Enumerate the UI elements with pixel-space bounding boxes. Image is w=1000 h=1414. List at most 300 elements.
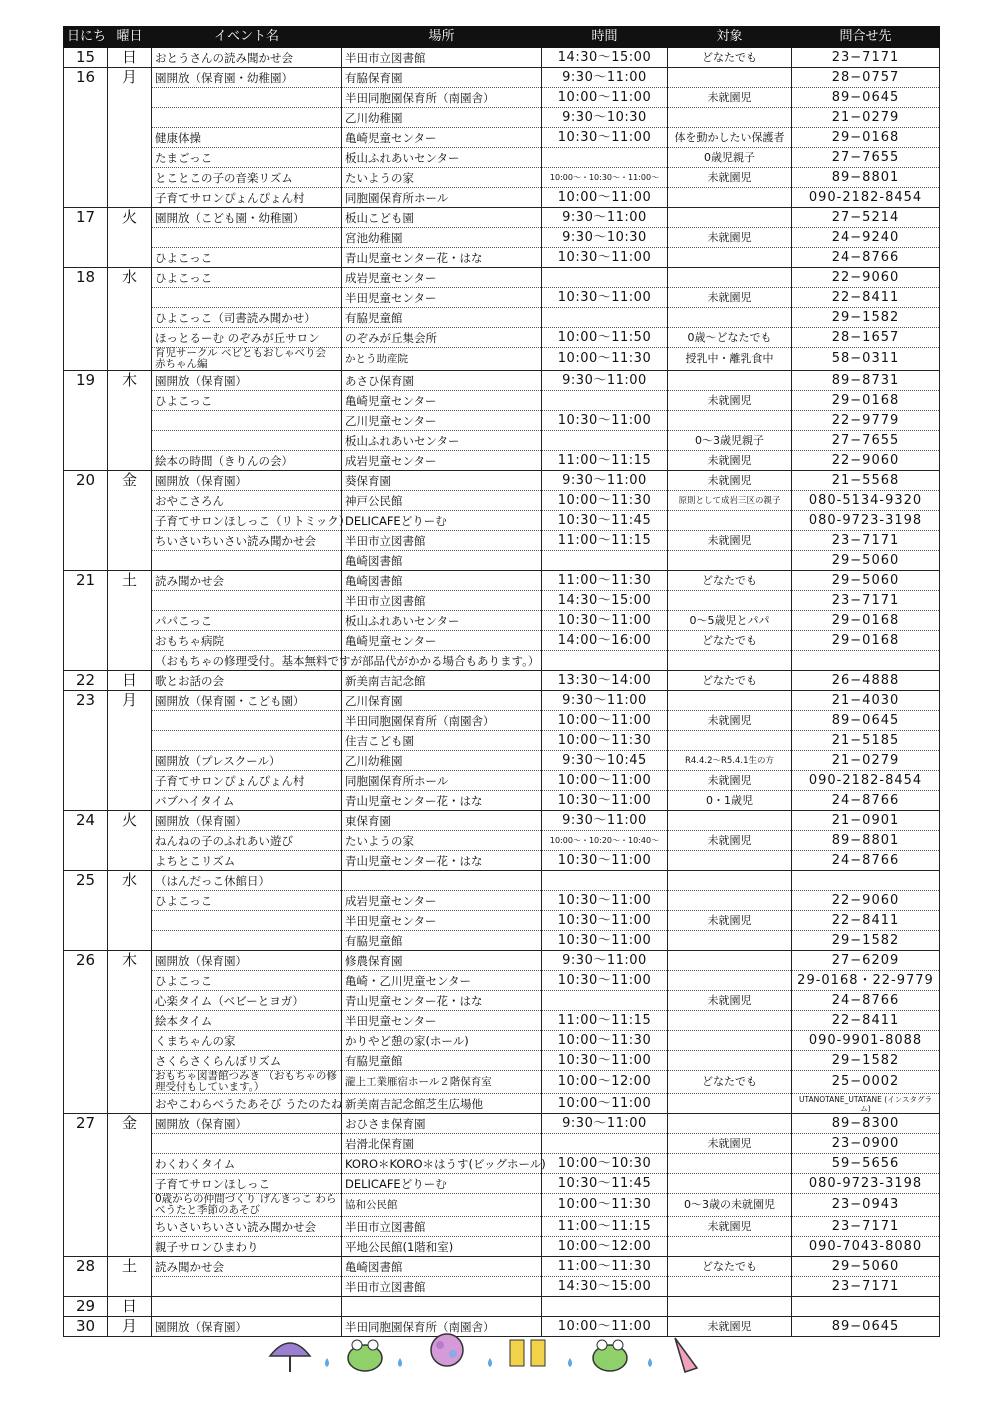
- place-cell: 乙川保育園: [342, 691, 542, 711]
- table-row: [64, 411, 940, 431]
- place-cell: 平地公民館(1階和室): [342, 1237, 542, 1257]
- place-cell: 新美南吉記念館: [342, 671, 542, 691]
- contact-cell: 23−7171: [792, 48, 940, 68]
- contact-cell: 23−0943: [792, 1194, 940, 1217]
- time-cell: 9:30〜11:00: [542, 811, 668, 831]
- target-cell: [668, 248, 792, 268]
- time-cell: 11:00〜11:15: [542, 1011, 668, 1031]
- place-cell: 葵保育園: [342, 471, 542, 491]
- place-cell: 半田市立図書館: [342, 531, 542, 551]
- place-cell: 亀崎・乙川児童センター: [342, 971, 542, 991]
- time-cell: 10:30〜11:00: [542, 288, 668, 308]
- table-row: [64, 1134, 940, 1154]
- place-cell: 協和公民館: [342, 1194, 542, 1217]
- table-header-row: [64, 27, 940, 48]
- contact-cell: 23−0900: [792, 1134, 940, 1154]
- table-row: [64, 531, 940, 551]
- contact-cell: 080-5134-9320: [792, 491, 940, 511]
- day-cell: 24: [64, 811, 108, 871]
- place-cell: 亀崎図書館: [342, 1257, 542, 1277]
- contact-cell: 28−1657: [792, 328, 940, 348]
- target-cell: 未就園児: [668, 771, 792, 791]
- event-name-cell: 園開放（保育園）: [152, 371, 342, 391]
- day-cell: 29: [64, 1297, 108, 1317]
- contact-cell: 23−7171: [792, 1277, 940, 1297]
- event-name-cell: 絵本タイム: [152, 1011, 342, 1031]
- event-name-cell: パパこっこ: [152, 611, 342, 631]
- weekday-cell: 日: [108, 48, 152, 68]
- place-cell: 瀧上工業雁宿ホール２階保育室: [342, 1071, 542, 1094]
- table-row: [64, 1217, 940, 1237]
- contact-cell: 89−8801: [792, 168, 940, 188]
- target-cell: 未就園児: [668, 1317, 792, 1337]
- time-cell: 10:30〜11:00: [542, 851, 668, 871]
- target-cell: 体を動かしたい保護者: [668, 128, 792, 148]
- raindrop-icon: [398, 1358, 402, 1367]
- target-cell: 未就園児: [668, 831, 792, 851]
- event-name-cell: ちいさいちいさい読み聞かせ会: [152, 531, 342, 551]
- target-cell: 未就園児: [668, 1217, 792, 1237]
- contact-cell: 21−5568: [792, 471, 940, 491]
- time-cell: 14:00〜16:00: [542, 631, 668, 651]
- contact-cell: 25−0002: [792, 1071, 940, 1094]
- target-cell: [668, 1174, 792, 1194]
- event-name-cell: たまごっこ: [152, 148, 342, 168]
- place-cell: 青山児童センター花・はな: [342, 248, 542, 268]
- event-name-cell: おとうさんの読み聞かせ会: [152, 48, 342, 68]
- target-cell: [668, 691, 792, 711]
- table-row: [64, 108, 940, 128]
- place-cell: 半田同胞園保育所（南園舎）: [342, 88, 542, 108]
- event-name-cell: 読み聞かせ会: [152, 571, 342, 591]
- place-cell: DELICAFEどりーむ: [342, 511, 542, 531]
- contact-cell: 29−0168: [792, 631, 940, 651]
- event-name-cell: （はんだっこ休館日）: [152, 871, 342, 891]
- contact-cell: 29−0168: [792, 391, 940, 411]
- day-cell: 21: [64, 571, 108, 671]
- table-row: [64, 771, 940, 791]
- target-cell: 授乳中・離乳食中: [668, 348, 792, 371]
- time-cell: 10:00〜・10:20〜・10:40〜: [542, 831, 668, 851]
- event-name-cell: 歌とお話の会: [152, 671, 342, 691]
- event-name-cell: 親子サロンひまわり: [152, 1237, 342, 1257]
- target-cell: [668, 371, 792, 391]
- event-name-cell: 健康体操: [152, 128, 342, 148]
- target-cell: [668, 1277, 792, 1297]
- table-row: [64, 68, 940, 88]
- target-cell: 0歳児親子: [668, 148, 792, 168]
- contact-cell: 29−0168: [792, 128, 940, 148]
- place-cell: 青山児童センター花・はな: [342, 991, 542, 1011]
- place-cell: 同胞園保育所ホール: [342, 188, 542, 208]
- weekday-cell: 金: [108, 471, 152, 571]
- place-cell: DELICAFEどりーむ: [342, 1174, 542, 1194]
- event-name-cell: おもちゃ病院: [152, 631, 342, 651]
- contact-cell: 090-9901-8088: [792, 1031, 940, 1051]
- event-name-cell: [152, 411, 342, 431]
- contact-cell: 080-9723-3198: [792, 511, 940, 531]
- place-cell: 有脇児童館: [342, 1051, 542, 1071]
- table-row: [64, 88, 940, 108]
- event-name-cell: [152, 1134, 342, 1154]
- table-row: [64, 1154, 940, 1174]
- header-contact: 問合せ先: [792, 27, 940, 48]
- contact-cell: 21−5185: [792, 731, 940, 751]
- event-name-cell: [152, 431, 342, 451]
- place-cell: 板山ふれあいセンター: [342, 611, 542, 631]
- contact-cell: 22−9060: [792, 268, 940, 288]
- time-cell: 11:00〜11:15: [542, 451, 668, 471]
- place-cell: 半田市立図書館: [342, 1277, 542, 1297]
- event-name-cell: [152, 591, 342, 611]
- table-row: [64, 831, 940, 851]
- place-cell: 半田同胞園保育所（南園舎）: [342, 711, 542, 731]
- place-cell: 板山こども園: [342, 208, 542, 228]
- contact-cell: 21−0279: [792, 751, 940, 771]
- time-cell: 10:30〜11:00: [542, 891, 668, 911]
- event-name-cell: [152, 1277, 342, 1297]
- contact-cell: 27−6209: [792, 951, 940, 971]
- target-cell: 未就園児: [668, 168, 792, 188]
- time-cell: 14:30〜15:00: [542, 1277, 668, 1297]
- table-row: [64, 1094, 940, 1114]
- time-cell: 10:00〜11:00: [542, 188, 668, 208]
- table-row: [64, 671, 940, 691]
- contact-cell: [792, 871, 940, 891]
- event-name-cell: 園開放（保育園・幼稚園）: [152, 68, 342, 88]
- header-place: 場所: [342, 27, 542, 48]
- event-name-cell: ほっとるーむ のぞみが丘サロン: [152, 328, 342, 348]
- target-cell: [668, 68, 792, 88]
- time-cell: 9:30〜10:30: [542, 108, 668, 128]
- contact-cell: 080-9723-3198: [792, 1174, 940, 1194]
- target-cell: 未就園児: [668, 391, 792, 411]
- event-name-cell: 子育てサロンぴょんぴょん村: [152, 188, 342, 208]
- time-cell: 9:30〜11:00: [542, 68, 668, 88]
- event-name-cell: [152, 228, 342, 248]
- time-cell: 9:30〜11:00: [542, 691, 668, 711]
- header-event: イベント名: [152, 27, 342, 48]
- contact-cell: UTANOTANE_UTATANE (インスタグラム): [792, 1094, 940, 1114]
- event-name-cell: よちとこリズム: [152, 851, 342, 871]
- event-name-cell: [152, 711, 342, 731]
- event-name-cell: [152, 288, 342, 308]
- table-row: [64, 1194, 940, 1217]
- place-cell: 半田市立図書館: [342, 48, 542, 68]
- weekday-cell: 火: [108, 811, 152, 871]
- target-cell: [668, 651, 792, 671]
- time-cell: 10:30〜11:00: [542, 931, 668, 951]
- frog-icon: [348, 1340, 382, 1371]
- target-cell: 未就園児: [668, 451, 792, 471]
- place-cell: 板山ふれあいセンター: [342, 431, 542, 451]
- contact-cell: 22−9060: [792, 451, 940, 471]
- weekday-cell: 木: [108, 951, 152, 1114]
- time-cell: 10:30〜11:00: [542, 971, 668, 991]
- place-cell: 同胞園保育所ホール: [342, 771, 542, 791]
- place-cell: かとう助産院: [342, 348, 542, 371]
- time-cell: 9:30〜11:00: [542, 1114, 668, 1134]
- rain-boots-icon: [510, 1340, 545, 1366]
- place-cell: 亀崎児童センター: [342, 391, 542, 411]
- contact-cell: 89−0645: [792, 1317, 940, 1337]
- table-row: [64, 1071, 940, 1094]
- event-name-cell: ひよこっこ（司書読み聞かせ）: [152, 308, 342, 328]
- contact-cell: 24−8766: [792, 248, 940, 268]
- target-cell: [668, 1051, 792, 1071]
- time-cell: 9:30〜11:00: [542, 371, 668, 391]
- place-cell: かりやど憩の家(ホール): [342, 1031, 542, 1051]
- time-cell: 9:30〜11:00: [542, 471, 668, 491]
- table-row: [64, 208, 940, 228]
- time-cell: [542, 148, 668, 168]
- table-row: [64, 371, 940, 391]
- time-cell: [542, 551, 668, 571]
- time-cell: 10:00〜11:00: [542, 1317, 668, 1337]
- table-row: [64, 731, 940, 751]
- event-name-cell: ひよこっこ: [152, 391, 342, 411]
- table-row: [64, 248, 940, 268]
- target-cell: 未就園児: [668, 991, 792, 1011]
- contact-cell: 24−8766: [792, 991, 940, 1011]
- target-cell: [668, 1031, 792, 1051]
- table-row: [64, 491, 940, 511]
- time-cell: 10:00〜11:30: [542, 491, 668, 511]
- time-cell: [542, 1134, 668, 1154]
- time-cell: 14:30〜15:00: [542, 591, 668, 611]
- time-cell: 9:30〜11:00: [542, 951, 668, 971]
- table-row: [64, 268, 940, 288]
- table-row: [64, 1257, 940, 1277]
- table-row: [64, 1051, 940, 1071]
- contact-cell: 26−4888: [792, 671, 940, 691]
- event-name-cell: 絵本の時間（きりんの会）: [152, 451, 342, 471]
- contact-cell: 23−7171: [792, 1217, 940, 1237]
- umbrella-icon: [675, 1338, 697, 1372]
- weekday-cell: 月: [108, 691, 152, 811]
- table-row: [64, 911, 940, 931]
- time-cell: 10:00〜11:00: [542, 1094, 668, 1114]
- table-row: [64, 571, 940, 591]
- target-cell: 未就園児: [668, 1134, 792, 1154]
- rainy-season-decoration: [265, 1328, 705, 1378]
- weekday-cell: 日: [108, 671, 152, 691]
- place-cell: 青山児童センター花・はな: [342, 851, 542, 871]
- event-name-cell: 子育てサロンほしっこ: [152, 1174, 342, 1194]
- table-row: [64, 871, 940, 891]
- contact-cell: [792, 1297, 940, 1317]
- target-cell: [668, 551, 792, 571]
- target-cell: R4.4.2〜R5.4.1生の方: [668, 751, 792, 771]
- event-name-cell: 心楽タイム（ベビーとヨガ）: [152, 991, 342, 1011]
- event-name-cell: とことこの子の音楽リズム: [152, 168, 342, 188]
- event-name-cell: わくわくタイム: [152, 1154, 342, 1174]
- table-row: [64, 148, 940, 168]
- target-cell: [668, 811, 792, 831]
- target-cell: [668, 891, 792, 911]
- table-row: [64, 1174, 940, 1194]
- day-cell: 27: [64, 1114, 108, 1257]
- time-cell: 10:30〜11:00: [542, 911, 668, 931]
- time-cell: 11:00〜11:30: [542, 1257, 668, 1277]
- raindrop-icon: [325, 1358, 329, 1367]
- contact-cell: 24−8766: [792, 791, 940, 811]
- contact-cell: 29−1582: [792, 1051, 940, 1071]
- table-row: [64, 451, 940, 471]
- day-cell: 18: [64, 268, 108, 371]
- time-cell: 10:30〜11:00: [542, 128, 668, 148]
- day-cell: 16: [64, 68, 108, 208]
- weekday-cell: 水: [108, 268, 152, 371]
- contact-cell: 27−7655: [792, 431, 940, 451]
- contact-cell: 29−1582: [792, 308, 940, 328]
- table-row: [64, 188, 940, 208]
- time-cell: 9:30〜11:00: [542, 208, 668, 228]
- event-name-cell: ひよこっこ: [152, 268, 342, 288]
- time-cell: 10:00〜11:50: [542, 328, 668, 348]
- table-row: [64, 128, 940, 148]
- target-cell: [668, 1297, 792, 1317]
- time-cell: 10:00〜・10:30〜・11:00〜: [542, 168, 668, 188]
- table-row: [64, 228, 940, 248]
- place-cell: 有脇児童館: [342, 931, 542, 951]
- table-row: [64, 751, 940, 771]
- target-cell: [668, 731, 792, 751]
- time-cell: 9:30〜10:45: [542, 751, 668, 771]
- place-cell: 亀崎図書館: [342, 551, 542, 571]
- time-cell: [542, 991, 668, 1011]
- place-cell: 住吉こども園: [342, 731, 542, 751]
- place-cell: 亀崎児童センター: [342, 128, 542, 148]
- table-row: [64, 691, 940, 711]
- contact-cell: 58−0311: [792, 348, 940, 371]
- table-row: [64, 851, 940, 871]
- target-cell: [668, 1114, 792, 1134]
- table-row: [64, 288, 940, 308]
- contact-cell: 29−5060: [792, 551, 940, 571]
- time-cell: [542, 651, 668, 671]
- place-cell: おひさま保育園: [342, 1114, 542, 1134]
- day-cell: 22: [64, 671, 108, 691]
- time-cell: 10:30〜11:00: [542, 791, 668, 811]
- target-cell: [668, 591, 792, 611]
- time-cell: 10:00〜10:30: [542, 1154, 668, 1174]
- contact-cell: 29-0168・22-9779: [792, 971, 940, 991]
- place-cell: 有脇児童館: [342, 308, 542, 328]
- event-name-cell: [152, 88, 342, 108]
- contact-cell: 22−8411: [792, 288, 940, 308]
- target-cell: 未就園児: [668, 911, 792, 931]
- table-row: [64, 991, 940, 1011]
- hydrangea-icon: [431, 1334, 463, 1366]
- weekday-cell: 月: [108, 1317, 152, 1337]
- day-cell: 28: [64, 1257, 108, 1297]
- event-name-cell: ひよこっこ: [152, 248, 342, 268]
- table-row: [64, 971, 940, 991]
- target-cell: どなたでも: [668, 1071, 792, 1094]
- weekday-cell: 月: [108, 68, 152, 208]
- event-name-cell: 育児サークル ベビともおしゃべり会 赤ちゃん編: [152, 348, 342, 371]
- place-cell: [342, 1297, 542, 1317]
- place-cell: 東保育園: [342, 811, 542, 831]
- event-name-cell: [152, 931, 342, 951]
- target-cell: [668, 931, 792, 951]
- table-row: [64, 651, 940, 671]
- day-cell: 26: [64, 951, 108, 1114]
- contact-cell: 27−5214: [792, 208, 940, 228]
- table-row: [64, 811, 940, 831]
- table-row: [64, 931, 940, 951]
- table-row: [64, 348, 940, 371]
- event-name-cell: 園開放（保育園）: [152, 471, 342, 491]
- event-name-cell: [152, 108, 342, 128]
- target-cell: どなたでも: [668, 1257, 792, 1277]
- day-cell: 15: [64, 48, 108, 68]
- target-cell: [668, 971, 792, 991]
- table-row: [64, 1011, 940, 1031]
- target-cell: [668, 851, 792, 871]
- place-cell: [342, 871, 542, 891]
- time-cell: 13:30〜14:00: [542, 671, 668, 691]
- header-target: 対象: [668, 27, 792, 48]
- time-cell: 10:30〜11:45: [542, 511, 668, 531]
- contact-cell: 22−9060: [792, 891, 940, 911]
- place-cell: 乙川児童センター: [342, 411, 542, 431]
- event-name-cell: ひよこっこ: [152, 891, 342, 911]
- time-cell: 11:00〜11:30: [542, 571, 668, 591]
- table-row: [64, 611, 940, 631]
- table-row: [64, 951, 940, 971]
- target-cell: [668, 411, 792, 431]
- table-row: [64, 1114, 940, 1134]
- target-cell: どなたでも: [668, 631, 792, 651]
- target-cell: [668, 511, 792, 531]
- event-name-cell: さくらさくらんぼリズム: [152, 1051, 342, 1071]
- time-cell: [542, 871, 668, 891]
- place-cell: 神戸公民館: [342, 491, 542, 511]
- event-name-cell: 園開放（保育園）: [152, 811, 342, 831]
- day-cell: 20: [64, 471, 108, 571]
- day-cell: 30: [64, 1317, 108, 1337]
- contact-cell: 22−8411: [792, 911, 940, 931]
- time-cell: 10:30〜11:00: [542, 1051, 668, 1071]
- table-row: [64, 711, 940, 731]
- contact-cell: 89−8801: [792, 831, 940, 851]
- contact-cell: 28−0757: [792, 68, 940, 88]
- target-cell: [668, 1011, 792, 1031]
- place-cell: たいようの家: [342, 831, 542, 851]
- place-cell: 亀崎児童センター: [342, 631, 542, 651]
- contact-cell: 24−9240: [792, 228, 940, 248]
- event-name-cell: （おもちゃの修理受付。基本無料ですが部品代がかかる場合もあります。）: [152, 651, 342, 671]
- target-cell: 未就園児: [668, 288, 792, 308]
- target-cell: 0歳〜どなたでも: [668, 328, 792, 348]
- place-cell: KORO＊KORO＊はうす(ビッグホール): [342, 1154, 542, 1174]
- table-row: [64, 328, 940, 348]
- event-name-cell: 園開放（保育園）: [152, 951, 342, 971]
- contact-cell: 21−0901: [792, 811, 940, 831]
- place-cell: 成岩児童センター: [342, 891, 542, 911]
- event-name-cell: 読み聞かせ会: [152, 1257, 342, 1277]
- time-cell: 11:00〜11:15: [542, 531, 668, 551]
- target-cell: どなたでも: [668, 571, 792, 591]
- target-cell: 未就園児: [668, 88, 792, 108]
- contact-cell: 090-2182-8454: [792, 771, 940, 791]
- contact-cell: 29−5060: [792, 571, 940, 591]
- contact-cell: 22−9779: [792, 411, 940, 431]
- place-cell: のぞみが丘集会所: [342, 328, 542, 348]
- place-cell: 成岩児童センター: [342, 268, 542, 288]
